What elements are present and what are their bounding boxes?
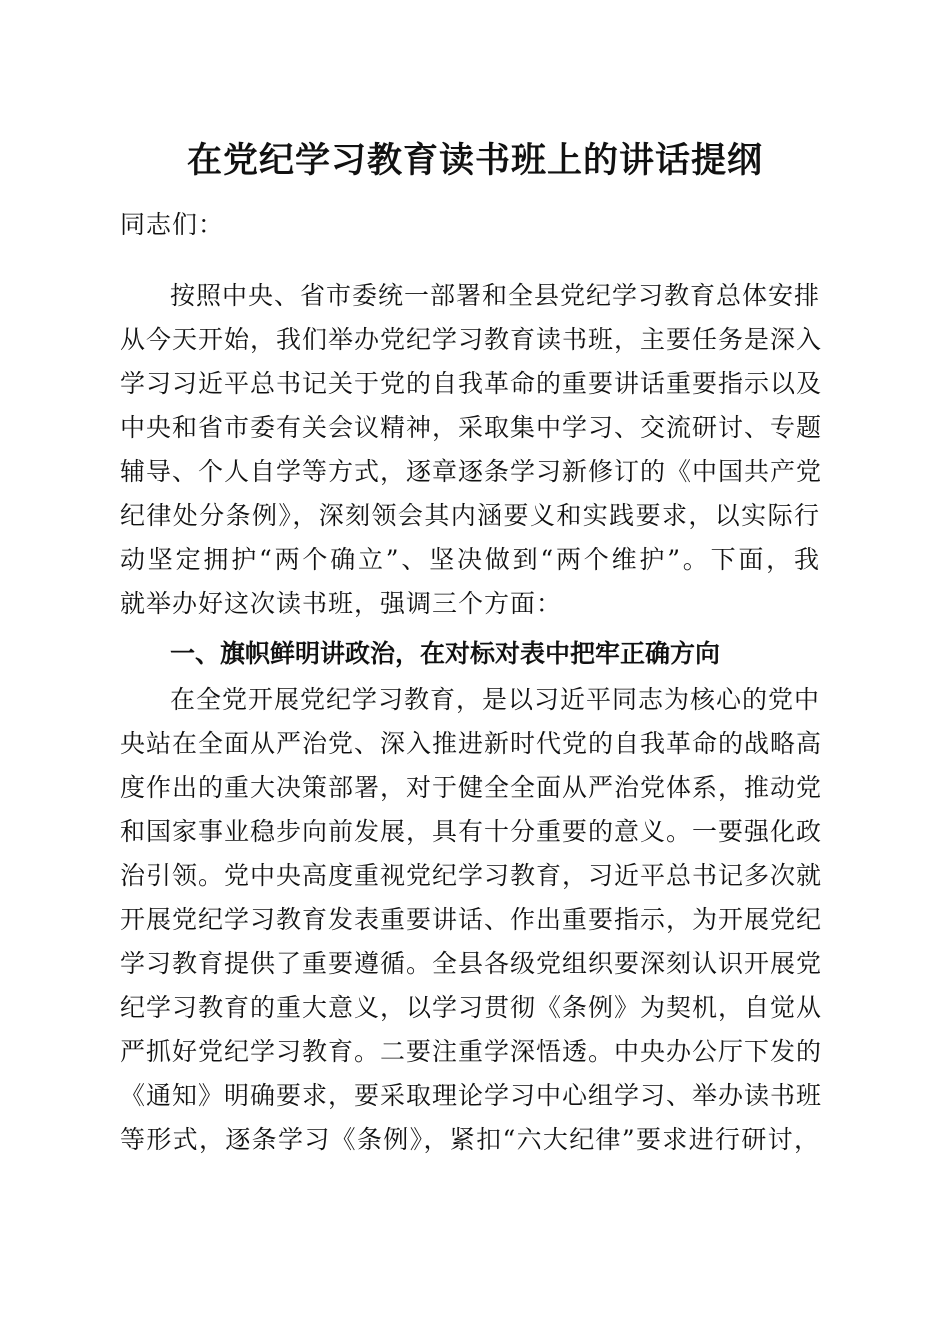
intro-line-6: 纪律处分条例》，深刻领会其内涵要义和实践要求，以实际行 [120,501,820,530]
section-1-line-7: 学习教育提供了重要遵循。全县各级党组织要深刻认识开展党 [120,949,823,978]
section-1-line-10: 《通知》明确要求，要采取理论学习中心组学习、举办读书班 [120,1081,823,1110]
intro-line-2: 从今天开始，我们举办党纪学习教育读书班，主要任务是深入 [120,325,823,354]
section-1-line-4: 和国家事业稳步向前发展，具有十分重要的意义。一要强化政 [120,817,823,846]
intro-line-8: 就举办好这次读书班，强调三个方面： [120,589,563,618]
section-1-line-1: 在全党开展党纪学习教育，是以习近平同志为核心的党中 [170,685,821,714]
intro-line-1: 按照中央、省市委统一部署和全县党纪学习教育总体安排 [170,281,821,310]
section-1-line-8: 纪学习教育的重大意义，以学习贯彻《条例》为契机，自觉从 [120,993,823,1022]
section-1-line-5: 治引领。党中央高度重视党纪学习教育，习近平总书记多次就 [120,861,823,890]
section-1-line-11: 等形式，逐条学习《条例》，紧扣“六大纪律”要求进行研讨， [120,1125,820,1154]
intro-line-5: 辅导、个人自学等方式，逐章逐条学习新修订的《中国共产党 [120,457,823,486]
document-title: 在党纪学习教育读书班上的讲话提纲 [186,140,763,181]
intro-line-4: 中央和省市委有关会议精神，采取集中学习、交流研讨、专题 [120,413,823,442]
section-1-line-6: 开展党纪学习教育发表重要讲话、作出重要指示，为开展党纪 [120,905,823,934]
section-1-heading: 一、旗帜鲜明讲政治，在对标对表中把牢正确方向 [170,639,721,668]
intro-line-7: 动坚定拥护“两个确立”、坚决做到“两个维护”。下面，我 [120,545,820,574]
salutation: 同志们： [120,210,225,239]
section-1-line-9: 严抓好党纪学习教育。二要注重学深悟透。中央办公厅下发的 [120,1037,823,1066]
intro-line-3: 学习习近平总书记关于党的自我革命的重要讲话重要指示以及 [120,369,823,398]
section-1-line-2: 央站在全面从严治党、深入推进新时代党的自我革命的战略高 [120,729,823,758]
section-1-line-3: 度作出的重大决策部署，对于健全全面从严治党体系，推动党 [120,773,823,802]
